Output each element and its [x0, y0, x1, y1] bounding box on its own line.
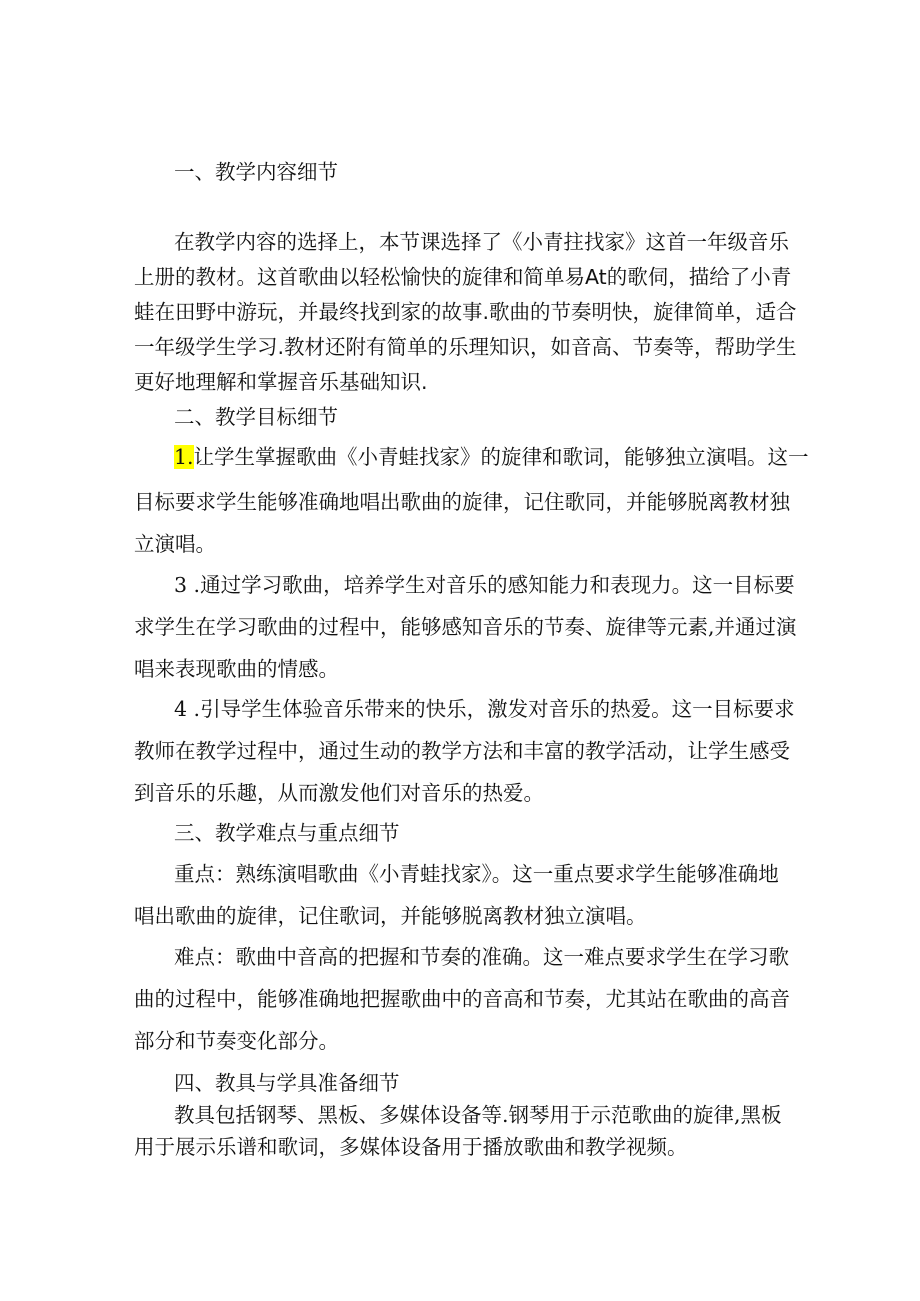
paragraph-line: 用于展示乐谱和歌词，多媒体设备用于播放歌曲和教学视频。 [134, 1135, 688, 1159]
section-heading-key-points: 三、教学难点与重点细节 [174, 821, 400, 845]
paragraph-line: 上册的教材。这首歌曲以轻松愉快的旋律和简单易At的歌伺，描给了小青 [134, 265, 792, 289]
paragraph-line: 4 .引导学生体验音乐带来的快乐，激发对音乐的热爱。这一目标要求 [174, 697, 795, 721]
paragraph-line: 一年级学生学习.教材还附有简单的乐理知识，如音高、节奏等，帮助学生 [134, 335, 797, 359]
section-heading-content: 一、教学内容细节 [174, 160, 338, 184]
paragraph-line: 教师在教学过程中，通过生动的教学方法和丰富的教学活动，让学生感受 [134, 739, 790, 763]
paragraph-line: 更好地理解和掌握音乐基础知识. [134, 370, 428, 394]
paragraph-line: 唱来表现歌曲的情感。 [134, 657, 339, 681]
paragraph-line: 曲的过程中，能够准确地把握歌曲中的音高和节奏，尤其站在歌曲的高音 [134, 987, 790, 1011]
paragraph-line: 难点：歌曲中音高的把握和节奏的准确。这一难点要求学生在学习歌 [174, 945, 789, 969]
paragraph-line: 在教学内容的选择上，本节课选择了《小青拄找家》这首一年级音乐 [174, 230, 789, 254]
paragraph-line: 教具包括钢琴、黑板、多媒体设备等.钢琴用于示范歌曲的旋律,黑板 [174, 1103, 782, 1127]
paragraph-line: 蛙在田野中游玩，并最终找到家的故事.歌曲的节奏明快，旋律简单，适合 [134, 300, 797, 324]
paragraph-line [174, 442, 809, 472]
paragraph-line: 重点：熟练演唱歌曲《小青蛙找家》。这一重点要求学生能够准确地 [174, 862, 779, 886]
section-heading-teaching-aids: 四、教具与学具准备细节 [174, 1071, 400, 1095]
paragraph-line: 唱出歌曲的旋律，记住歌词，并能够脱离教材独立演唱。 [134, 904, 647, 928]
paragraph-line: 部分和节奏变化部分。 [134, 1029, 339, 1053]
paragraph-line: 目标要求学生能够准确地唱出歌曲的旋律，记住歌同，并能够脱离教材独 [134, 490, 790, 514]
section-heading-goals: 二、教学目标细节 [174, 405, 338, 429]
paragraph-line: 立演唱。 [134, 532, 216, 556]
paragraph-line: 求学生在学习歌曲的过程中，能够感知音乐的节奏、旋律等元素,并通过演 [134, 615, 797, 639]
paragraph-line: 3 .通过学习歌曲，培养学生对音乐的感知能力和表现力。这一目标要 [174, 573, 795, 597]
highlight-marker: 1. [174, 445, 194, 469]
paragraph-line: 到音乐的乐趣，从而激发他们对音乐的热爱。 [134, 781, 544, 805]
paragraph-text: 让学生掌握歌曲《小青蛙找家》的旋律和歌词，能够独立演唱。这一 [193, 445, 809, 469]
